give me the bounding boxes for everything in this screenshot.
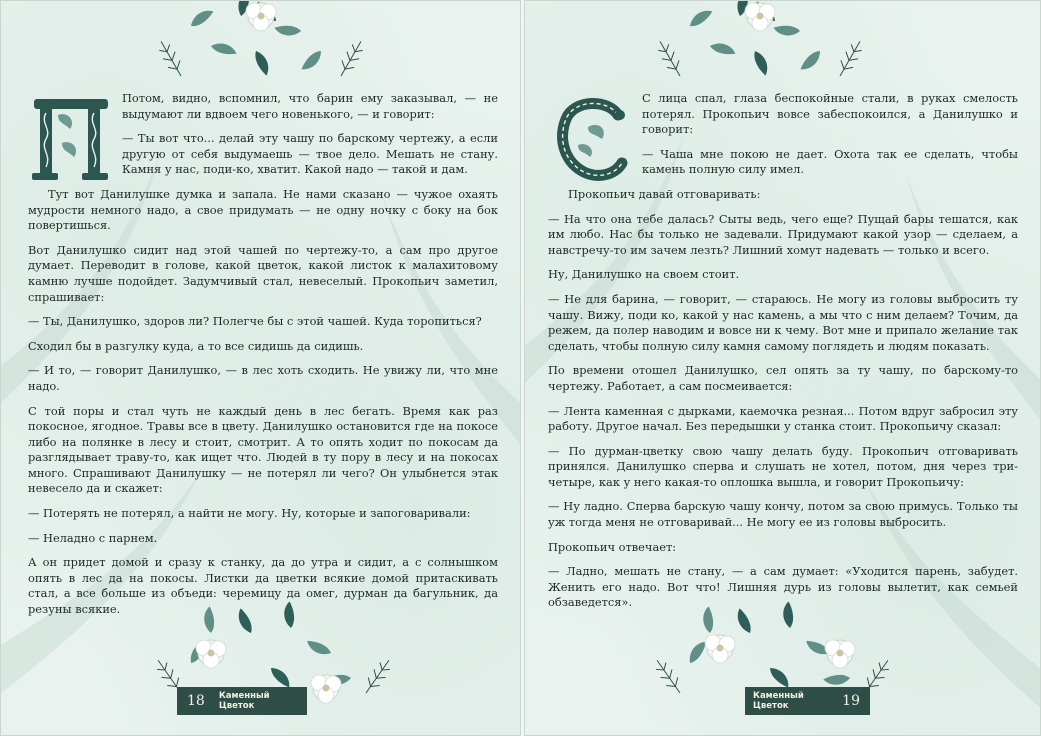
page-number: 19: [842, 693, 860, 709]
footer-bar: [177, 687, 307, 715]
paragraph: Тут вот Данилушке думка и запала. Не нами сказано — чужое охаять мудрости немного надо, а свое придумать — не одну ночку с боку на бок повертишься.: [28, 186, 498, 233]
paragraph: Ну, Данилушко на своем стоит.: [548, 267, 740, 282]
book-title: Каменный Цветок: [753, 691, 804, 711]
paragraph: Прокопьич давай отговаривать:: [568, 186, 761, 201]
right-page: [524, 0, 1041, 736]
paragraph: С лица спал, глаза беспокойные стали, в руках смелость потерял. Прокопьич вовсе забеспокоился, а Данилушко и говорит:: [642, 91, 1018, 137]
paragraph: — Ну ладно. Сперва барскую чашу кончу, потом за свою примусь. Только ты уж тогда меня не отговаривай... Не могу ее из головы выбросить.: [548, 499, 1018, 530]
paragraph: А он придет домой и сразу к станку, да до утра и сидит, а с солнышком опять в лес да на покосы. Листки да цветки всякие домой притаскивать стал, а все больше из объеди: черемицу да омег, дурман да багульник, да резуны всякие.: [28, 555, 498, 617]
top-floral-decoration: [151, 0, 371, 86]
paragraph: — По дурман-цветку свою чашу делать буду. Прокопьич отговаривать принялся. Данилушко сперва и слушать не хотел, потом, дня через три-четыре, как у него какая-то оплошка вышла, и говорит Прокопьичу:: [548, 443, 1018, 489]
paragraph: — Ты, Данилушко, здоров ли? Полегче бы с этой чашей. Куда торопиться?: [28, 314, 482, 329]
top-floral-decoration: [650, 0, 870, 86]
paragraph: Вот Данилушко сидит над этой чашей по чертежу-то, а сам про другое думает. Переводит в голове, какой цветок, какой листок к малахитовому камню лучше подойдет. Задумчивый стал, невеселый. Прокопьич заметил, спрашивает:: [28, 242, 498, 304]
drop-cap-letter-s: [548, 93, 634, 185]
paragraph: — Неладно с парнем.: [28, 530, 158, 545]
paragraph: Потом, видно, вспомнил, что барин ему заказывал, — не выдумают ли вдвоем чего новенького, — и говорит:: [122, 91, 498, 121]
footer-bar: [745, 687, 870, 715]
right-page-text: [548, 91, 1018, 620]
paragraph: — Потерять не потерял, а найти не могу. Ну, которые и запоговаривали:: [28, 506, 471, 521]
paragraph: — На что она тебе далась? Сыты ведь, чего еще? Пущай бары тешатся, как им любо. Нас бы только не задевали. Придумают какой узор — сделаем, а навстречу-то им зачем лезть? Лишний хомут надевать — только и всего.: [548, 211, 1018, 257]
book-title: Каменный Цветок: [218, 691, 270, 711]
paragraph: — Чаша мне покою не дает. Охота так ее сделать, чтобы камень полную силу имел.: [642, 146, 1018, 177]
paragraph: С той поры и стал чуть не каждый день в лес бегать. Время как раз покосное, ягодное. Травы все в цвету. Данилушко остановится где на покосе либо на полянке в лесу и стоит, смотрит. А то опять ходит по покосам да разглядывает траву-то, как ищет что. Людей в ту пору в лесу и на покосах много. Спрашивают Данилушку — не потерял ли чего? Он улыбнется этак невесело да и скажет:: [28, 403, 498, 496]
page-number: 18: [187, 693, 205, 709]
left-page-text: [28, 91, 498, 627]
paragraph: — Не для барина, — говорит, — стараюсь. Не могу из головы выбросить ту чашу. Вижу, поди ко, какой у нас камень, а мы что с ним делаем? Точим, да режем, да полер наводим и вовсе ни к чему. Вот мне и припало желание так сделать, чтобы полную силу камня самому поглядеть и людям показать.: [548, 291, 1018, 353]
drop-cap-letter-p: [28, 93, 114, 185]
paragraph: — Ты вот что... делай эту чашу по барскому чертежу, а если другую от себя выдумаешь — твое дело. Мешать не стану. Камня у нас, поди-ко, хватит. Какой надо — такой и дам.: [122, 131, 498, 177]
paragraph: Прокопьич отвечает:: [548, 539, 677, 554]
paragraph: Сходил бы в разгулку куда, а то все сидишь да сидишь.: [28, 338, 364, 353]
paragraph: — И то, — говорит Данилушко, — в лес хоть сходить. Не увижу ли, что мне надо.: [28, 363, 498, 393]
paragraph: — Лента каменная с дырками, каемочка резная... Потом вдруг забросил эту работу. Другое начал. Без передышки у станка стоит. Прокопьичу сказал:: [548, 403, 1018, 434]
paragraph: — Ладно, мешать не стану, — а сам думает: «Уходится парень, забудет. Женить его надо. Вот что! Лишняя дурь из головы вылетит, как семьей обзаведется».: [548, 564, 1018, 610]
paragraph: По времени отошел Данилушко, сел опять за ту чашу, по барскому-то чертежу. Работает, а сам посмеивается:: [548, 363, 1018, 393]
